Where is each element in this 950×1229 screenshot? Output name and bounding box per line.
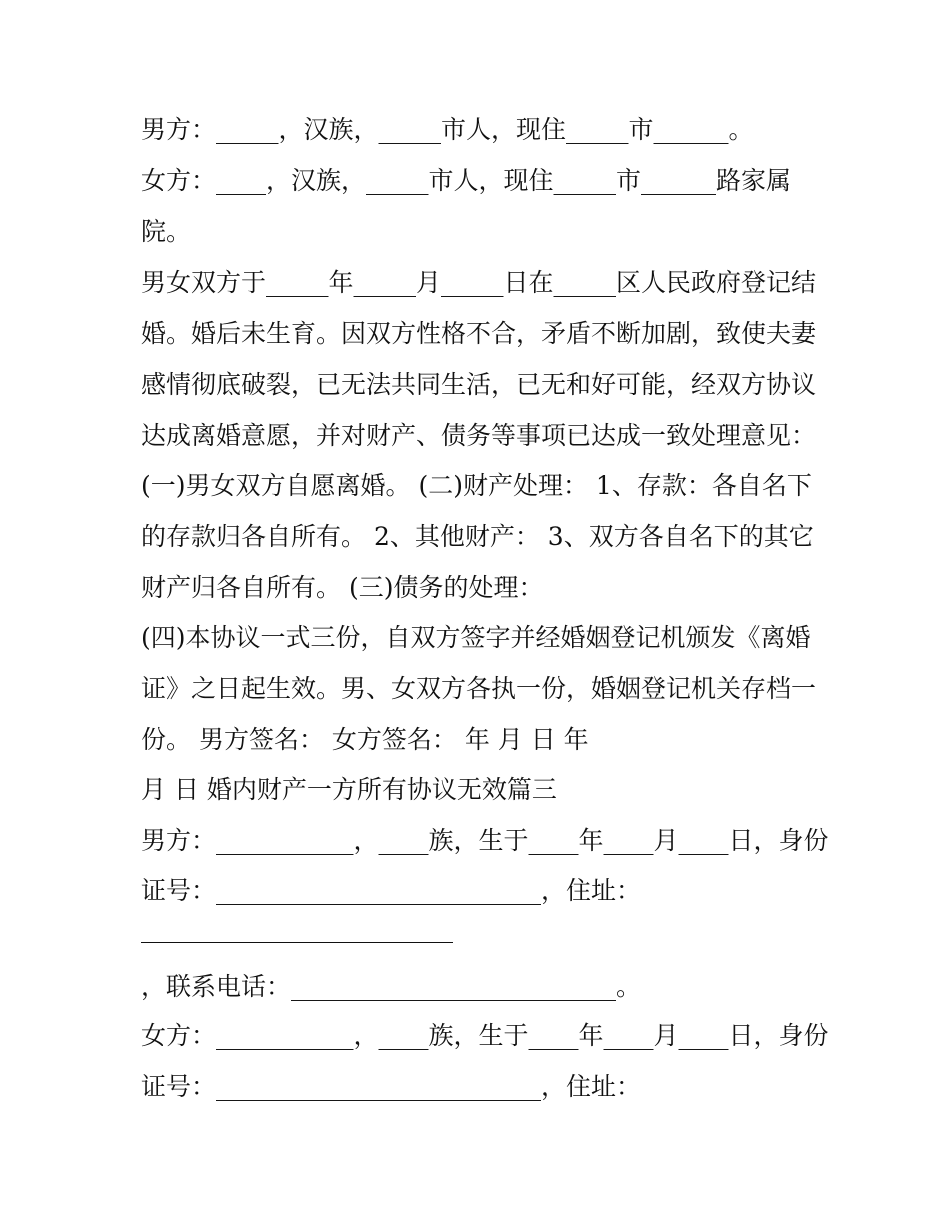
- text-line: 男方：_____，汉族，_____市人，现住_____市______。: [141, 115, 754, 144]
- text-line: 份。 男方签名： 女方签名： 年 月 日 年: [141, 725, 589, 754]
- address-blank-line: [141, 942, 453, 943]
- text-line: 财产归各自所有。 (三)债务的处理：: [141, 573, 544, 602]
- text-line: 婚。婚后未生育。因双方性格不合，矛盾不断加剧，致使夫妻: [141, 319, 817, 348]
- text-line: 月 日 婚内财产一方所有协议无效篇三: [141, 775, 557, 804]
- text-line: 女方：____，汉族，_____市人，现住_____市______路家属: [141, 166, 792, 195]
- text-line: 女方：___________，____族，生于____年____月____日，身份: [141, 1021, 829, 1050]
- text-line: 男女双方于_____年_____月_____日在_____区人民政府登记结: [141, 268, 817, 297]
- text-line: 证号：__________________________，住址：: [141, 876, 642, 905]
- text-line: 的存款归各自所有。 2、其他财产： 3、双方各自名下的其它: [141, 522, 814, 551]
- text-line: (一)男女双方自愿离婚。 (二)财产处理： 1、存款：各自名下: [141, 471, 812, 500]
- text-line: 院。: [141, 217, 192, 246]
- text-line: 达成离婚意愿，并对财产、债务等事项已达成一致处理意见：: [141, 421, 817, 450]
- text-line: 证》之日起生效。男、女双方各执一份，婚姻登记机关存档一: [141, 674, 817, 703]
- text-line: 男方：___________，____族，生于____年____月____日，身份: [141, 826, 829, 855]
- text-line: ，联系电话：__________________________。: [141, 972, 642, 1001]
- text-line: (四)本协议一式三份，自双方签字并经婚姻登记机颁发《离婚: [141, 623, 811, 652]
- text-line: 感情彻底破裂，已无法共同生活，已无和好可能，经双方协议: [141, 370, 817, 399]
- text-line: 证号：__________________________，住址：: [141, 1072, 642, 1101]
